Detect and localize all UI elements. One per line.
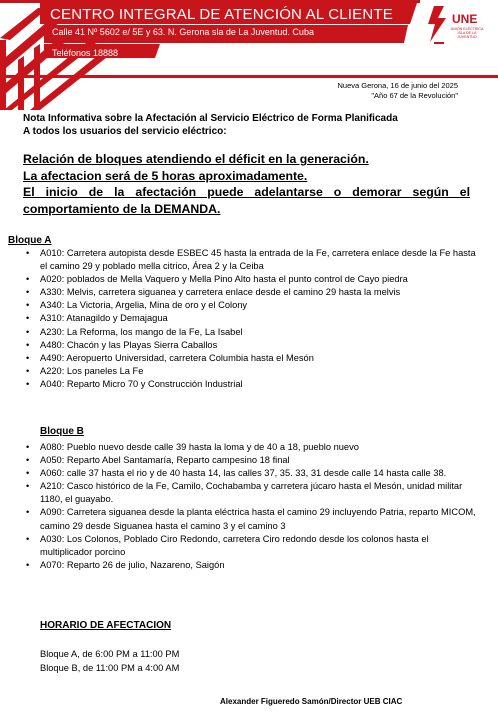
list-item: • A210: Casco histórico de la Fe, Camilo, Cochabamba y carretera júcaro hasta el Mesón, unidad militar 1180, el guayabo.	[26, 481, 463, 505]
list-item: • A310: Atanagildo y Demajagua	[40, 312, 480, 325]
list-item: • A050: Reparto Abel Santamaría, Reparto campesino 18 final	[40, 454, 480, 467]
subject-line-2: A todos los usuarios del servicio eléctrico:	[23, 126, 227, 137]
logo-text: UNE	[452, 12, 478, 26]
date-line: Nueva Gerona, 16 de junio del 2025	[337, 81, 458, 90]
list-item: • A090: Carretera siguanea desde la planta eléctrica hasta el camino 29 incluyendo Patria, reparto MICOM, camino 29 desde Siguanea hasta el camino 3 y el camino 3	[26, 507, 476, 531]
bullet-icon: •	[26, 378, 30, 389]
year-motto: "Año 67 de la Revolución"	[371, 91, 458, 100]
bullet-icon: •	[26, 365, 30, 376]
list-item: • A340: La Victoria, Argelia, Mina de oro y el Colony	[40, 299, 480, 312]
bullet-icon: •	[26, 507, 30, 518]
schedule-block-b: Bloque B, de 11:00 PM a 4:00 AM	[40, 663, 180, 673]
block-a-title: Bloque A	[8, 235, 52, 246]
institution-phone: Teléfonos 18888	[52, 48, 119, 58]
bullet-icon: •	[26, 455, 30, 466]
bullet-icon: •	[26, 442, 30, 452]
headline-line-3: El inicio de la afectación puede adelantarse o demorar según el	[23, 185, 470, 199]
bullet-icon: •	[26, 339, 30, 350]
list-item: • A060: calle 37 hasta el rio y de 40 hasta 14, las calles 37, 35. 33, 31 desde calle 14 hasta calle 38.	[40, 467, 480, 480]
bullet-icon: •	[26, 248, 30, 258]
list-item: • A040: Reparto Micro 70 y Construcción Industrial	[40, 378, 480, 391]
list-item: • A480: Chacón y las Playas Sierra Caballos	[40, 339, 480, 352]
schedule-title: HORARIO DE AFECTACION	[40, 620, 172, 631]
signature: Alexander Figueredo Samón/Director UEB CIAC	[220, 697, 403, 706]
bullet-icon: •	[26, 326, 30, 337]
block-b-list	[26, 441, 480, 572]
logo-subtext: UNIÓN ELÉCTRICA ISLA DE LA JUVENTUD	[450, 27, 484, 39]
list-item: • A020: poblados de Mella Vaquero y Mella Pino Alto hasta el punto control de Cayo piedra	[40, 273, 480, 286]
list-item: • A230: La Reforma, los mango de la Fe, La Isabel	[40, 326, 480, 339]
bullet-icon: •	[26, 559, 30, 570]
list-item: • A490: Aeropuerto Universidad, carretera Columbia hasta el Mesón	[40, 352, 480, 365]
bullet-icon: •	[26, 274, 30, 285]
date-block	[337, 81, 458, 101]
list-item: • A080: Pueblo nuevo desde calle 39 hasta la loma y de 40 a 18, pueblo nuevo	[40, 441, 480, 454]
headline-line-2: La afectacion será de 5 horas aproximadamente.	[23, 168, 308, 183]
list-item: • A030: Los Colonos, Poblado Ciro Redondo, carretera Ciro redondo desde los colonos hasta el multiplicador porcino	[26, 533, 429, 557]
schedule-block-a: Bloque A, de 6:00 PM a 11:00 PM	[40, 649, 180, 659]
headline-line-1: Relación de bloques atendiendo el déficit en la generación.	[23, 152, 369, 166]
subject	[23, 112, 398, 138]
institution-address: Calle 41 Nº 5602 e/ 5E y 63. N. Gerona sla de La Juventud. Cuba	[52, 27, 314, 37]
institution-title: CENTRO INTEGRAL DE ATENCIÓN AL CLIENTE	[50, 6, 393, 23]
headline	[23, 151, 470, 217]
bullet-icon: •	[26, 313, 30, 324]
list-item: • A220: Los paneles La Fe	[40, 365, 480, 378]
block-b-title: Bloque B	[40, 426, 84, 437]
block-a-list	[26, 247, 480, 391]
bullet-icon: •	[26, 300, 30, 311]
bullet-icon: •	[26, 352, 30, 363]
list-item: • A330: Melvis, carretera siguanea y carretera enlace desde el camino 29 hasta la melvis	[40, 286, 480, 299]
list-item: • A070: Reparto 26 de julio, Nazareno, Saigón	[40, 559, 480, 572]
headline-line-4: comportamiento de la DEMANDA.	[23, 201, 221, 216]
bullet-icon: •	[26, 481, 30, 492]
list-item: • A010: Carretera autopista desde ESBEC 45 hasta la entrada de la Fe, carretera enlace desde la Fe hasta el camino 29 y poblado mella citrico, Área 2 y la Ceiba	[26, 248, 476, 272]
bullet-icon: •	[26, 287, 30, 298]
bullet-icon: •	[26, 533, 30, 544]
bullet-icon: •	[26, 468, 30, 479]
subject-line-1: Nota Informativa sobre la Afectación al Servicio Eléctrico de Forma Planificada	[23, 113, 398, 124]
